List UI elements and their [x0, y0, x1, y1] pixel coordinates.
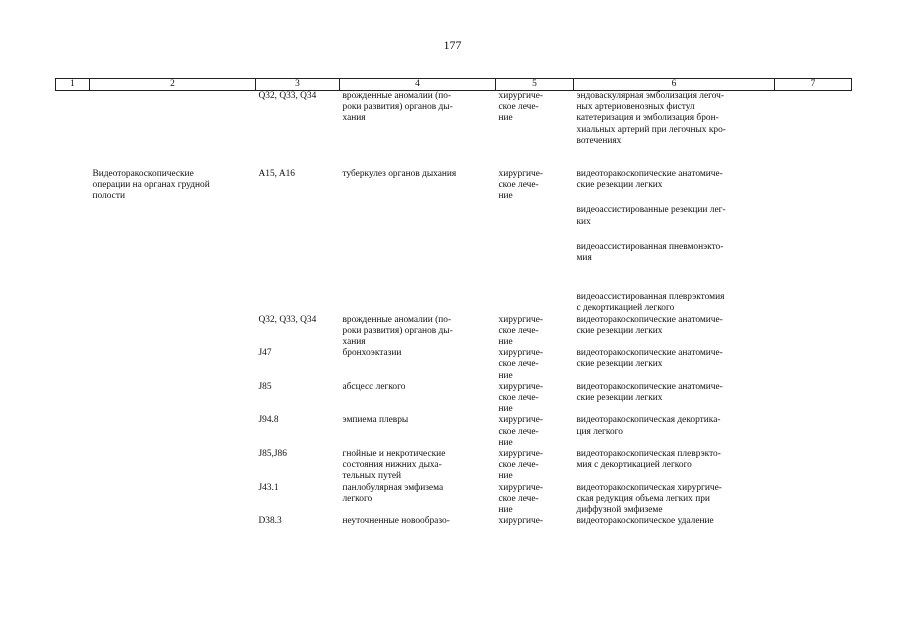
cell-text-line: операции на органах грудной	[92, 180, 210, 191]
cell-text-line: состояния нижних дыха-	[342, 460, 442, 471]
diagnosis-cell	[340, 415, 496, 449]
cell-text-line: хирургиче-	[498, 482, 544, 493]
treatment-type-cell	[496, 516, 574, 527]
cell-text-line: Видеоторакоскопические	[92, 169, 194, 180]
cell-text-line: ние	[498, 113, 513, 124]
cell-text-line: абсцесс легкого	[342, 381, 406, 392]
cell-text-line: тельных путей	[342, 471, 402, 482]
line-gap	[577, 191, 772, 205]
cell-text-line: мия с декортикацией легкого	[576, 460, 692, 471]
cell-text-line: ние	[498, 370, 513, 381]
column-header-5: 5	[496, 79, 574, 91]
cell-text-line: вотечениях	[576, 135, 622, 146]
notes-cell	[775, 315, 852, 349]
table-row	[56, 169, 852, 315]
cell-text-line: видеоассистированная плеврэктомия	[576, 292, 725, 303]
cell-text-line: A15, A16	[258, 169, 295, 180]
cell-text-line: бронхоэктазии	[342, 348, 402, 359]
row-number-cell	[56, 91, 90, 170]
cell-text-line: ское лече-	[498, 426, 539, 437]
table-row	[56, 348, 852, 382]
procedure-group-cell	[90, 483, 256, 517]
cell-text-line: ское лече-	[498, 325, 539, 336]
cell-text-line: хирургиче-	[498, 381, 544, 392]
cell-text-line: хирургиче-	[498, 314, 544, 325]
row-number-cell	[56, 315, 90, 349]
line-gap	[577, 228, 772, 242]
row-gap	[577, 147, 772, 169]
cell-text-line: видеоторакоскопическое удаление	[576, 516, 714, 527]
table-row	[56, 516, 852, 527]
icd-code-cell	[256, 483, 340, 517]
diagnosis-cell	[340, 348, 496, 382]
cell-text-line: неуточненные новообразо-	[342, 516, 450, 527]
cell-text-line: ние	[498, 337, 513, 348]
procedure-group-cell	[90, 315, 256, 349]
cell-text-line: хирургиче-	[498, 91, 544, 101]
table-row	[56, 91, 852, 170]
cell-text-line: мия	[576, 253, 592, 264]
cell-text-line: J85,J86	[258, 449, 287, 460]
cell-text-line: ных артериовенозных фистул	[576, 102, 695, 113]
cell-text-line: ское лече-	[498, 359, 539, 370]
cell-text-line: видеоторакоскопические анатомиче-	[576, 169, 723, 180]
icd-code-cell	[256, 91, 340, 170]
cell-text-line: хирургиче-	[498, 415, 544, 426]
notes-cell	[775, 91, 852, 170]
treatment-method-cell	[574, 516, 775, 527]
cell-text-line: хиальных артерий при легочных кро-	[576, 124, 726, 135]
notes-cell	[775, 169, 852, 315]
treatment-type-cell	[496, 348, 574, 382]
cell-text-line: легкого	[342, 493, 373, 504]
cell-text-line: хирургиче-	[498, 516, 544, 527]
treatment-method-cell	[574, 91, 775, 170]
procedure-group-cell	[90, 348, 256, 382]
cell-text-line: с декортикацией легкого	[576, 303, 675, 314]
treatment-type-cell	[496, 315, 574, 349]
table-row	[56, 315, 852, 349]
treatment-type-cell	[496, 449, 574, 483]
diagnosis-cell	[340, 449, 496, 483]
cell-text-line: ция легкого	[576, 426, 623, 437]
cell-text-line: видеоторакоскопическая декортика-	[576, 415, 721, 426]
cell-text-line: ская редукция объема легких при	[576, 493, 710, 504]
cell-text-line: полости	[92, 191, 125, 202]
cell-text-line: туберкулез органов дыхания	[342, 169, 457, 180]
cell-text-line: ние	[498, 437, 513, 448]
diagnosis-cell	[340, 315, 496, 349]
cell-text-line: ские резекции легких	[576, 325, 663, 336]
notes-cell	[775, 415, 852, 449]
row-number-cell	[56, 483, 90, 517]
treatment-method-cell	[574, 348, 775, 382]
procedure-group-cell	[90, 516, 256, 527]
table-row	[56, 415, 852, 449]
cell-text-line: врожденные аномалии (по-	[342, 91, 452, 101]
column-header-1: 1	[56, 79, 90, 91]
row-number-cell	[56, 449, 90, 483]
cell-text-line: видеоторакоскопическая хирургиче-	[576, 482, 722, 493]
cell-text-line: видеоторакоскопическая плеврэкто-	[576, 449, 721, 460]
procedure-group-cell	[90, 91, 256, 170]
icd-code-cell	[256, 449, 340, 483]
treatment-method-cell	[574, 415, 775, 449]
treatment-type-cell	[496, 169, 574, 315]
procedure-group-cell	[90, 169, 256, 315]
row-number-cell	[56, 169, 90, 315]
cell-text-line: хирургиче-	[498, 169, 544, 180]
cell-text-line: ские резекции легких	[576, 359, 663, 370]
cell-text-line: диффузной эмфиземе	[576, 505, 663, 516]
notes-cell	[775, 348, 852, 382]
icd-code-cell	[256, 382, 340, 416]
column-header-4: 4	[340, 79, 496, 91]
cell-text-line: роки развития) органов ды-	[342, 325, 453, 336]
cell-text-line: гнойные и некротические	[342, 449, 446, 460]
column-header-2: 2	[90, 79, 256, 91]
treatment-type-cell	[496, 382, 574, 416]
line-gap	[577, 278, 772, 292]
diagnosis-cell	[340, 169, 496, 315]
column-number-row	[56, 79, 852, 91]
table-body	[56, 91, 852, 528]
diagnosis-cell	[340, 516, 496, 527]
cell-text-line: ские резекции легких	[576, 180, 663, 191]
cell-text-line: ское лече-	[498, 393, 539, 404]
diagnosis-cell	[340, 483, 496, 517]
cell-text-line: видеоассистированные резекции лег-	[576, 205, 726, 216]
procedures-table	[55, 78, 852, 528]
cell-text-line: ние	[498, 505, 513, 516]
cell-text-line: J85	[258, 381, 272, 392]
procedure-group-cell	[90, 415, 256, 449]
treatment-type-cell	[496, 483, 574, 517]
cell-text-line: хирургиче-	[498, 449, 544, 460]
treatment-type-cell	[496, 91, 574, 170]
row-number-cell	[56, 348, 90, 382]
icd-code-cell	[256, 315, 340, 349]
cell-text-line: Q32, Q33, Q34	[258, 91, 317, 101]
notes-cell	[775, 483, 852, 517]
icd-code-cell	[256, 169, 340, 315]
table-row	[56, 483, 852, 517]
cell-text-line: видеоторакоскопические анатомиче-	[576, 314, 723, 325]
cell-text-line: видеоассистированная пневмонэкто-	[576, 241, 724, 252]
cell-text-line: видеоторакоскопические анатомиче-	[576, 348, 723, 359]
table-row	[56, 382, 852, 416]
cell-text-line: ское лече-	[498, 180, 539, 191]
row-number-cell	[56, 415, 90, 449]
cell-text-line: ние	[498, 404, 513, 415]
notes-cell	[775, 449, 852, 483]
icd-code-cell	[256, 415, 340, 449]
row-number-cell	[56, 382, 90, 416]
diagnosis-cell	[340, 91, 496, 170]
cell-text-line: видеоторакоскопические анатомиче-	[576, 381, 723, 392]
column-header-6: 6	[574, 79, 775, 91]
treatment-method-cell	[574, 449, 775, 483]
procedure-group-cell	[90, 449, 256, 483]
treatment-method-cell	[574, 483, 775, 517]
cell-text-line: ские резекции легких	[576, 393, 663, 404]
cell-text-line: панлобулярная эмфизема	[342, 482, 444, 493]
diagnosis-cell	[340, 382, 496, 416]
line-gap	[577, 264, 772, 278]
cell-text-line: ское лече-	[498, 493, 539, 504]
notes-cell	[775, 382, 852, 416]
cell-text-line: эндоваскулярная эмболизация легоч-	[576, 91, 725, 101]
column-header-3: 3	[256, 79, 340, 91]
cell-text-line: ние	[498, 471, 513, 482]
cell-text-line: Q32, Q33, Q34	[258, 314, 317, 325]
cell-text-line: ское лече-	[498, 102, 539, 113]
cell-text-line: ние	[498, 191, 513, 202]
cell-text-line: ких	[576, 216, 591, 227]
cell-text-line: J94.8	[258, 415, 279, 426]
procedure-group-cell	[90, 382, 256, 416]
cell-text-line: катетеризация и эмболизация брон-	[576, 113, 719, 124]
cell-text-line: хания	[342, 337, 366, 348]
row-number-cell	[56, 516, 90, 527]
cell-text-line: роки развития) органов ды-	[342, 102, 453, 113]
page-number: 177	[443, 38, 462, 52]
icd-code-cell	[256, 516, 340, 527]
notes-cell	[775, 516, 852, 527]
treatment-method-cell	[574, 382, 775, 416]
cell-text-line: D38.3	[258, 516, 282, 527]
cell-text-line: J47	[258, 348, 272, 359]
treatment-method-cell	[574, 315, 775, 349]
treatment-type-cell	[496, 415, 574, 449]
cell-text-line: врожденные аномалии (по-	[342, 314, 452, 325]
table-row	[56, 449, 852, 483]
icd-code-cell	[256, 348, 340, 382]
cell-text-line: J43.1	[258, 482, 279, 493]
cell-text-line: ское лече-	[498, 460, 539, 471]
cell-text-line: эмпиема плевры	[342, 415, 409, 426]
cell-text-line: хирургиче-	[498, 348, 544, 359]
cell-text-line: хания	[342, 113, 366, 124]
column-header-7: 7	[775, 79, 852, 91]
treatment-method-cell	[574, 169, 775, 315]
